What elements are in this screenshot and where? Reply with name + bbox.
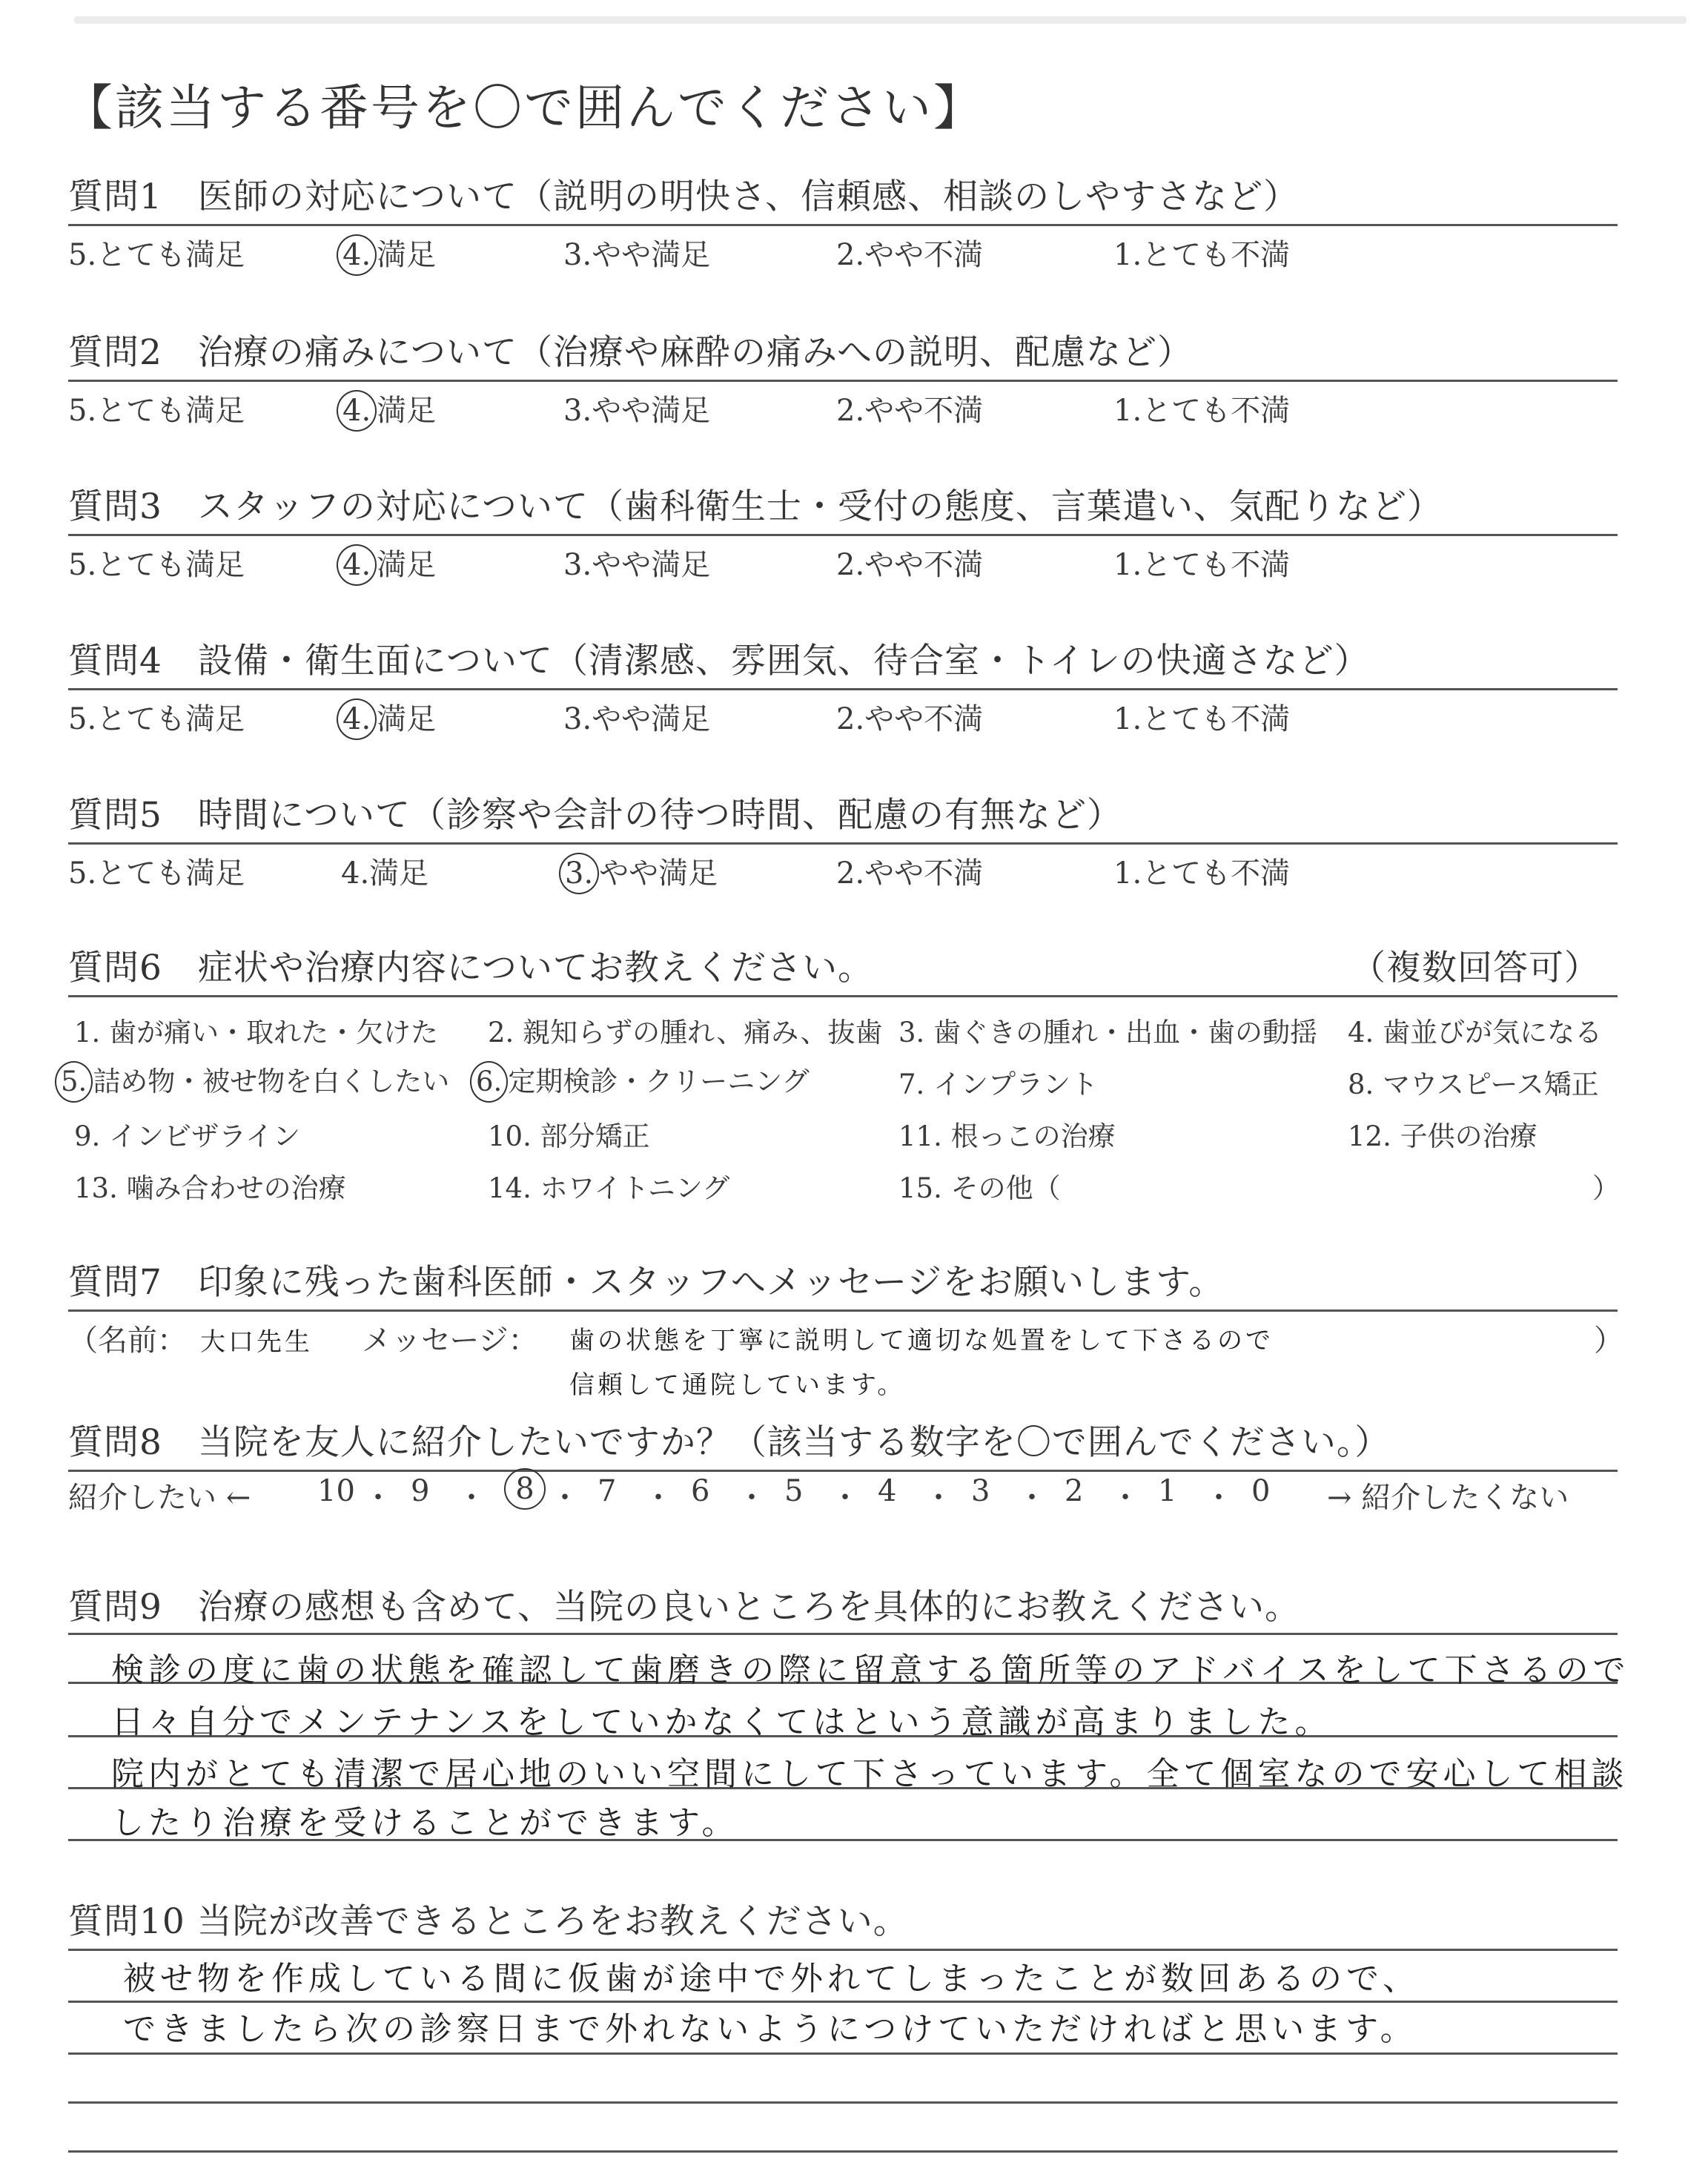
q6-item-13: 13. 噛み合わせの治療	[74, 1172, 346, 1204]
q9-rule	[68, 1633, 1618, 1635]
q8-scale-7: 7	[598, 1474, 617, 1508]
q8-scale-dot: ・	[457, 1481, 486, 1515]
q8-scale-1: 1	[1158, 1474, 1177, 1508]
q5-selected-circle: 3.	[559, 853, 599, 894]
q6-item-4: 4. 歯並びが気になる	[1348, 1017, 1603, 1048]
q6-title: 質問6 症状や治療内容についてお教えください。	[68, 948, 873, 988]
q4-option-3: 3.やや満足	[563, 702, 711, 736]
q8-scale-dot: ・	[830, 1481, 860, 1515]
q1-option-4: 4. 満足	[341, 231, 436, 276]
q1-option-1: 1.とても不満	[1113, 238, 1291, 272]
q7-close-paren: ）	[1594, 1324, 1623, 1358]
q10-answer-line: できましたら次の診察日まで外れないようにつけていただければと思います。	[123, 2010, 1417, 2048]
q4-option-2: 2.やや不満	[836, 702, 984, 736]
q9-answer-line: 院内がとても清潔で居心地のいい空間にして下さっています。全て個室なので安心して相談	[111, 1755, 1629, 1793]
q3-rule	[68, 534, 1618, 536]
q9-answer-line: 検診の度に歯の状態を確認して歯磨きの際に留意する箇所等のアドバイスをして下さるので	[111, 1651, 1630, 1689]
q9-title: 質問9 治療の感想も含めて、当院の良いところを具体的にお教えください。	[68, 1587, 1300, 1628]
q8-scale-dot: ・	[643, 1481, 673, 1515]
q8-scale-5: 5	[784, 1474, 804, 1508]
q6-rule	[68, 995, 1618, 997]
q6-item-8: 8. マウスピース矯正	[1348, 1069, 1599, 1100]
q3-option-1: 1.とても不満	[1113, 548, 1291, 582]
q2-rule	[68, 380, 1618, 382]
q8-scale-4: 4	[878, 1474, 897, 1508]
q2-option-3: 3.やや満足	[563, 394, 711, 428]
q5-option-2: 2.やや不満	[836, 856, 984, 891]
q7-message-label: メッセージ：	[362, 1324, 538, 1358]
q10-title: 質問10 当院が改善できるところをお教えください。	[68, 1901, 909, 1942]
q7-message-line1: 歯の状態を丁寧に説明して適切な処置をして下さるので	[569, 1326, 1274, 1355]
q6-item-11: 11. 根っこの治療	[898, 1120, 1116, 1152]
q6-item-9: 9. インビザライン	[74, 1120, 300, 1152]
q4-selected-circle: 4.	[337, 698, 377, 740]
q7-title: 質問7 印象に残った歯科医師・スタッフへメッセージをお願いします。	[68, 1262, 1225, 1303]
q4-title: 質問4 設備・衛生面について（清潔感、雰囲気、待合室・トイレの快適さなど）	[68, 641, 1370, 681]
q6-item-10: 10. 部分矯正	[488, 1120, 650, 1152]
q5-option-5: 5.とても満足	[68, 856, 245, 891]
q6-item-5: 5. 詰め物・被せ物を白くしたい	[59, 1059, 449, 1103]
q9-answer-line: 日々自分でメンテナンスをしていかなくてはという意識が高まりました。	[111, 1703, 1332, 1741]
q8-scale-9: 9	[411, 1474, 430, 1508]
q6-item-1: 1. 歯が痛い・取れた・欠けた	[74, 1017, 439, 1048]
q10-rule	[68, 2101, 1618, 2104]
q8-right-label: → 紹介したくない	[1327, 1481, 1569, 1515]
q9-answer-line: したり治療を受けることができます。	[111, 1804, 739, 1842]
q2-option-2: 2.やや不満	[836, 394, 984, 428]
q3-option-3: 3.やや満足	[563, 548, 711, 582]
q2-option-5: 5.とても満足	[68, 394, 245, 428]
q1-selected-circle: 4.	[337, 234, 377, 276]
q4-option-1: 1.とても不満	[1113, 702, 1291, 736]
q1-option-3: 3.やや満足	[563, 238, 711, 272]
q3-selected-circle: 4.	[337, 544, 377, 586]
q7-name-value: 大口先生	[200, 1327, 313, 1357]
q5-option-3: 3. やや満足	[563, 850, 718, 894]
q8-scale-dot: ・	[550, 1481, 580, 1515]
page-header: 【該当する番号を〇で囲んでください】	[64, 79, 984, 136]
q8-scale-3: 3	[971, 1474, 990, 1508]
q7-rule	[68, 1309, 1618, 1312]
q1-option-5: 5.とても満足	[68, 238, 245, 272]
q8-scale-dot: ・	[363, 1481, 393, 1515]
q6-item-14: 14. ホワイトニング	[488, 1172, 730, 1204]
q5-title: 質問5 時間について（診察や会計の待つ時間、配慮の有無など）	[68, 795, 1122, 836]
q1-rule	[68, 224, 1618, 226]
q6-item-12: 12. 子供の治療	[1348, 1120, 1537, 1152]
q8-scale-dot: ・	[1017, 1481, 1047, 1515]
q5-option-1: 1.とても不満	[1113, 856, 1291, 891]
q6-item-5-circle: 5.	[55, 1061, 93, 1103]
q8-rule	[68, 1470, 1618, 1472]
q10-rule	[68, 2052, 1618, 2055]
q6-item-6: 6. 定期検診・クリーニング	[474, 1059, 810, 1103]
scan-top-edge	[74, 16, 1687, 24]
q6-item-6-circle: 6.	[470, 1061, 508, 1103]
q10-rule	[68, 1949, 1618, 1951]
q1-title: 質問1 医師の対応について（説明の明快さ、信頼感、相談のしやすさなど）	[68, 176, 1300, 217]
q3-option-5: 5.とても満足	[68, 548, 245, 582]
q8-scale-0: 0	[1251, 1474, 1271, 1508]
q8-scale-dot: ・	[1204, 1481, 1234, 1515]
q8-left-label: 紹介したい ←	[68, 1481, 251, 1515]
q7-name-label: （名前：	[68, 1324, 187, 1358]
q2-option-4: 4. 満足	[341, 387, 436, 432]
q8-scale-8	[504, 1468, 546, 1510]
q8-scale-6: 6	[691, 1474, 710, 1508]
q4-rule	[68, 688, 1618, 690]
q8-scale-2: 2	[1065, 1474, 1084, 1508]
q1-option-2: 2.やや不満	[836, 238, 984, 272]
q2-option-1: 1.とても不満	[1113, 394, 1291, 428]
q6-item-15: 15. その他（	[898, 1172, 1061, 1204]
q6-item-15-close: ）	[1592, 1172, 1620, 1204]
q7-message-line2: 信頼して通院しています。	[569, 1370, 906, 1400]
q8-scale-dot: ・	[924, 1481, 953, 1515]
q6-item-7: 7. インプラント	[898, 1069, 1099, 1100]
q4-option-4: 4. 満足	[341, 696, 436, 740]
q3-title: 質問3 スタッフの対応について（歯科衛生士・受付の態度、言葉遣い、気配りなど）	[68, 486, 1443, 527]
q10-answer-line: 被せ物を作成している間に仮歯が途中で外れてしまったことが数回あるので、	[123, 1960, 1420, 1998]
q8-selected-circle: 8	[504, 1468, 546, 1510]
q2-title: 質問2 治療の痛みについて（治療や麻酔の痛みへの説明、配慮など）	[68, 332, 1194, 373]
q5-option-4: 4.満足	[341, 856, 429, 891]
q6-item-2: 2. 親知らずの腫れ、痛み、抜歯	[488, 1017, 883, 1048]
q5-rule	[68, 842, 1618, 845]
q8-scale-dot: ・	[1110, 1481, 1140, 1515]
q8-title: 質問8 当院を友人に紹介したいですか？（該当する数字を〇で囲んでください。）	[68, 1422, 1391, 1463]
q2-selected-circle: 4.	[337, 390, 377, 432]
q4-option-5: 5.とても満足	[68, 702, 245, 736]
q10-rule	[68, 2150, 1618, 2153]
q3-option-2: 2.やや不満	[836, 548, 984, 582]
q6-note: （複数回答可）	[1351, 948, 1600, 988]
q6-item-3: 3. 歯ぐきの腫れ・出血・歯の動揺	[898, 1017, 1318, 1048]
q3-option-4: 4. 満足	[341, 541, 436, 586]
q8-scale-dot: ・	[737, 1481, 767, 1515]
q8-scale-10: 10	[317, 1474, 355, 1508]
